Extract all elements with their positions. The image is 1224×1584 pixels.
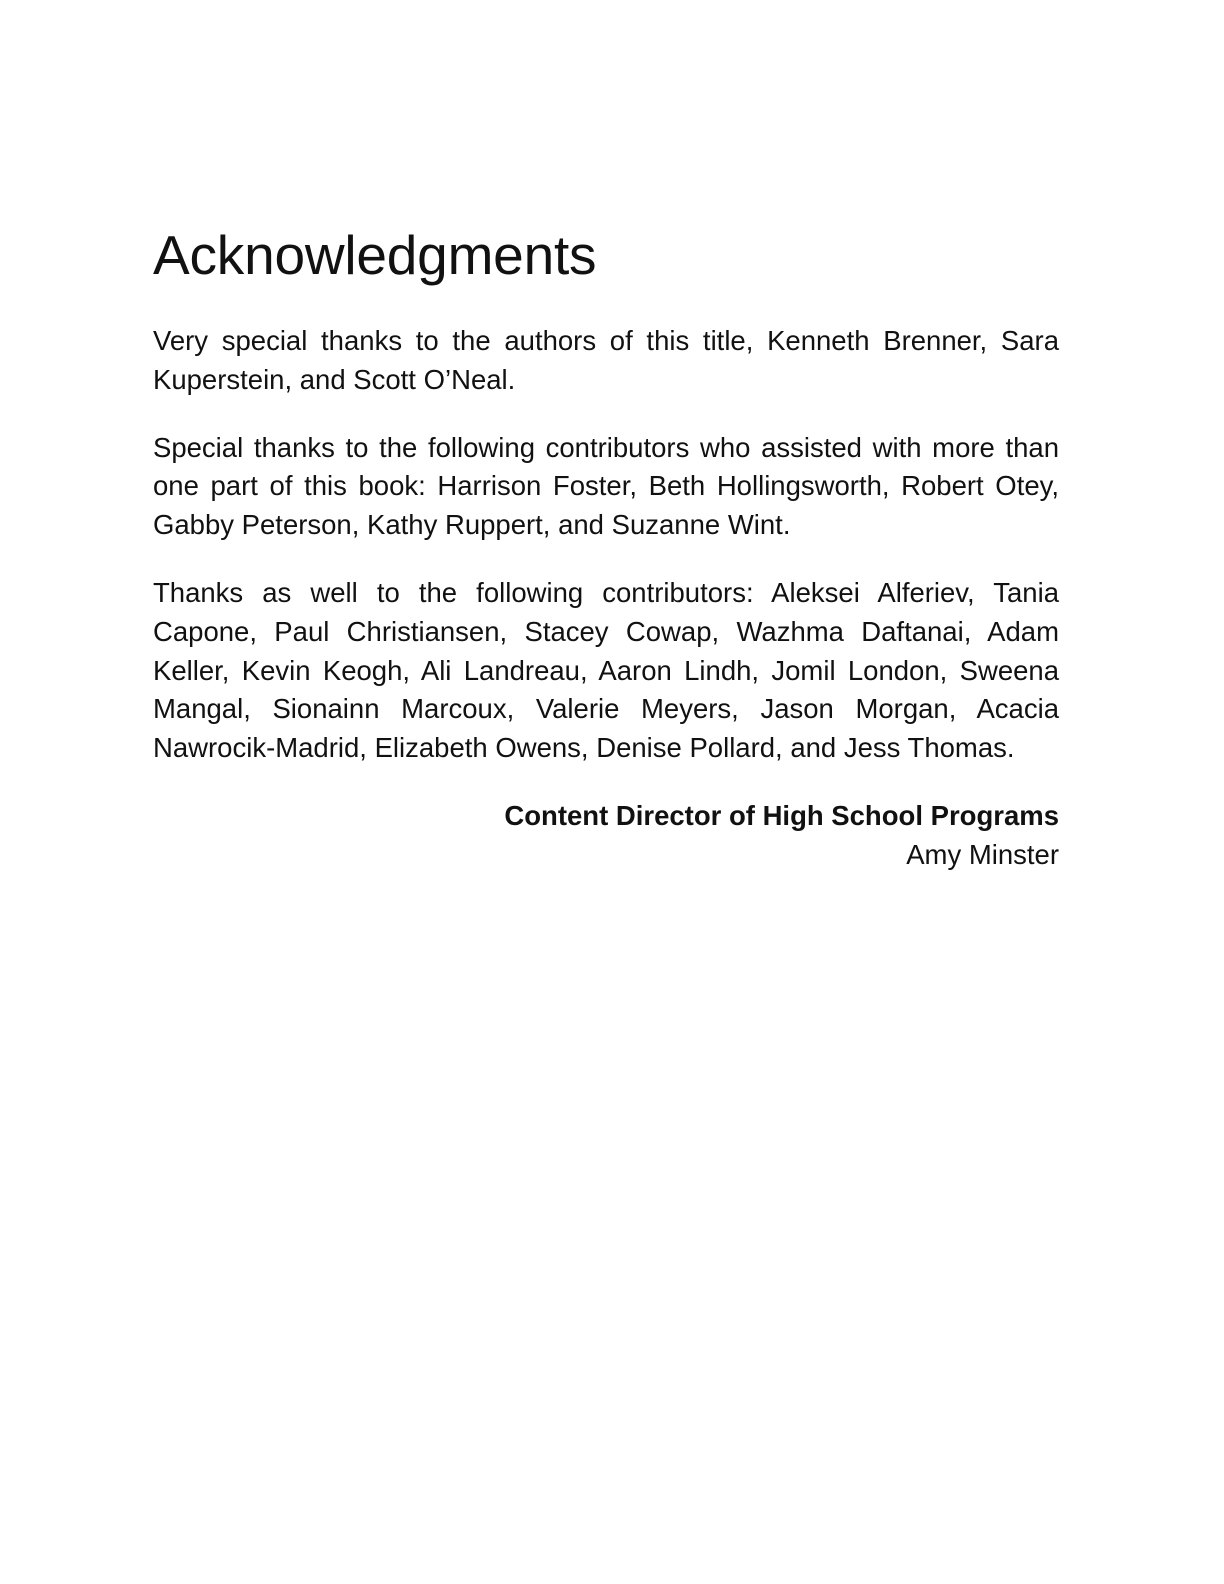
page-title: Acknowledgments <box>153 224 597 286</box>
acknowledgments-page <box>153 222 1059 875</box>
signature-block <box>153 797 1059 875</box>
special-thanks-paragraph: Special thanks to the following contributors who assisted with more than one part of this book: Harrison Foster, Beth Hollingsworth, Robert Otey, Gabby Peterson, Kathy Ruppert, and Suzanne Wint. <box>153 431 1059 541</box>
authors-paragraph: Very special thanks to the authors of this title, Kenneth Brenner, Sara Kuperstein, and Scott O’Neal. <box>153 325 1059 395</box>
contributors-paragraph: Thanks as well to the following contributors: Aleksei Alferiev, Tania Capone, Paul Christiansen, Stacey Cowap, Wazhma Daftanai, Adam Keller, Kevin Keogh, Ali Landreau, Aaron Lindh, Jomil London, Sweena Mangal, Sionainn Marcoux, Valerie Meyers, Jason Morgan, Acacia Nawrocik-Madrid, Elizabeth Owens, Denise Pollard, and Jess Thomas. <box>153 576 1059 764</box>
signature-name: Amy Minster <box>906 838 1059 870</box>
signature-role: Content Director of High School Programs <box>504 799 1059 831</box>
